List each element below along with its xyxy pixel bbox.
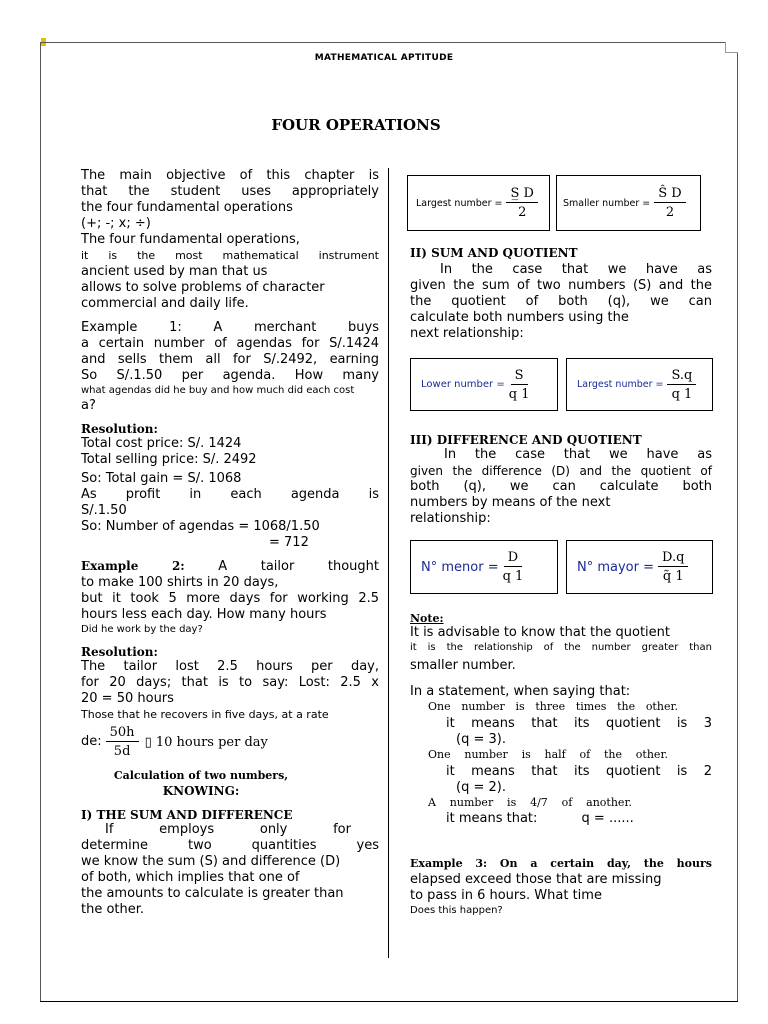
- resolution-1-title: Resolution:: [81, 422, 158, 436]
- minor-number-formula-box: [410, 540, 558, 594]
- text-line: relationship:: [410, 511, 491, 526]
- text-line: and sells them all for S/.2492, earning: [81, 352, 379, 367]
- text-line: the quotient of both (q), we can: [410, 294, 712, 309]
- text-line: So: Total gain = S/. 1068: [81, 471, 242, 486]
- text-line: allows to solve problems of character: [81, 280, 325, 295]
- lower-number-formula-box: [410, 358, 558, 411]
- fraction-numerator: D.q: [658, 550, 688, 567]
- text-line: Does this happen?: [410, 905, 503, 916]
- fraction-denominator: q 1: [671, 386, 693, 402]
- text-line: ▯ 10 hours per day: [144, 734, 268, 750]
- formula-fraction: [509, 368, 530, 402]
- text-line: It is advisable to know that the quotient: [410, 625, 670, 640]
- folded-corner: [725, 42, 738, 53]
- fraction-denominator: q 1: [508, 386, 530, 402]
- text-line: smaller number.: [410, 658, 516, 673]
- text-line: (q = 3).: [456, 732, 506, 747]
- fraction-numerator: D: [504, 550, 522, 567]
- formula-fraction: [658, 550, 688, 584]
- text-line: to pass in 6 hours. What time: [410, 888, 602, 903]
- text-line: a certain number of agendas for S/.1424: [81, 336, 379, 351]
- text-line: A tailor thought: [218, 559, 379, 574]
- text-line: The main objective of this chapter is: [81, 168, 379, 183]
- page-title: FOUR OPERATIONS: [271, 116, 441, 134]
- largest-number-sq-formula-box: [566, 358, 713, 411]
- text-line: The tailor lost 2.5 hours per day,: [81, 659, 379, 674]
- text-line: the amounts to calculate is greater than: [81, 886, 344, 901]
- running-header: MATHEMATICAL APTITUDE: [314, 53, 454, 63]
- text-line: for 20 days; that is to say: Lost: 2.5 x: [81, 675, 379, 690]
- fraction-numerator: S̲ D: [506, 186, 537, 203]
- text-line: elapsed exceed those that are missing: [410, 872, 662, 887]
- text-line: One number is three times the other.: [428, 700, 678, 713]
- formula-label: N° mayor =: [577, 559, 655, 575]
- note-title: Note:: [410, 612, 444, 625]
- section-3-title: III) DIFFERENCE AND QUOTIENT: [410, 433, 642, 447]
- major-number-formula-box: [566, 540, 713, 594]
- resolution-2-title: Resolution:: [81, 645, 158, 659]
- text-line: Total selling price: S/. 2492: [81, 452, 257, 467]
- text-line: next relationship:: [410, 326, 524, 341]
- text-line: So: Number of agendas = 1068/1.50: [81, 519, 320, 534]
- calc-title-line-2: KNOWING:: [162, 784, 240, 798]
- text-line: Did he work by the day?: [81, 624, 203, 635]
- formula-label: N° menor =: [421, 559, 499, 575]
- text-line: it is the most mathematical instrument: [81, 249, 379, 262]
- section-2-title: II) SUM AND QUOTIENT: [410, 246, 578, 260]
- text-line: So S/.1.50 per agenda. How many: [81, 368, 379, 383]
- right-column-middle: [410, 433, 712, 527]
- formula-fraction: [654, 186, 685, 220]
- right-column-bottom: [410, 612, 712, 918]
- largest-number-formula-box: [407, 175, 550, 231]
- formula-fraction: [506, 186, 537, 220]
- formula-label: Lower number =: [421, 379, 505, 390]
- example-3-title: Example 3: On a certain day, the hours: [410, 857, 712, 870]
- fraction-denominator: 2: [665, 205, 675, 220]
- text-line: both (q), we can calculate both: [410, 479, 712, 494]
- fraction-denominator: q̃ 1: [662, 569, 684, 584]
- text-line: to make 100 shirts in 20 days,: [81, 575, 279, 590]
- rate-formula: [81, 723, 379, 761]
- example-2-label: Example 2:: [81, 559, 185, 573]
- text-line: the four fundamental operations: [81, 200, 293, 215]
- rate-fraction: [106, 725, 139, 759]
- text-line: a?: [81, 398, 96, 413]
- formula-label: Largest number =: [416, 197, 503, 209]
- formula-fraction: [503, 550, 524, 584]
- example-1: [81, 320, 379, 414]
- text-line: Total cost price: S/. 1424: [81, 436, 242, 451]
- text-line: it means that its quotient is 3: [446, 716, 712, 731]
- text-line: commercial and daily life.: [81, 296, 249, 311]
- text-line: In a statement, when saying that:: [410, 684, 631, 699]
- text-line: determine two quantities yes: [81, 838, 379, 853]
- text-line: (+; -; x; ÷): [81, 216, 151, 231]
- formula-label: Largest number =: [577, 379, 664, 390]
- intro-paragraph: [81, 168, 379, 312]
- page-bottom-rule: [40, 1001, 738, 1002]
- text-line: calculate both numbers using the: [410, 310, 629, 325]
- fraction-denominator: q 1: [502, 569, 524, 584]
- text-line: [410, 811, 712, 827]
- calc-title-line-1: Calculation of two numbers,: [113, 769, 289, 782]
- text-line: The four fundamental operations,: [81, 232, 300, 247]
- text-line: hours less each day. How many hours: [81, 607, 327, 622]
- fraction-numerator: Ŝ D: [654, 186, 685, 203]
- text-line: In the case that we have as: [444, 447, 712, 462]
- text-line: (q = 2).: [456, 780, 506, 795]
- text-line: what agendas did he buy and how much did each cost: [81, 385, 355, 396]
- fraction-numerator: S.q: [667, 368, 696, 385]
- text-fragment: it means that:: [446, 811, 538, 826]
- section-1-title: I) THE SUM AND DIFFERENCE: [81, 808, 293, 822]
- text-line: we know the sum (S) and difference (D): [81, 854, 341, 869]
- smaller-number-formula-box: [556, 175, 701, 231]
- text-line: it is the relationship of the number greater than: [410, 642, 712, 653]
- text-line: Example 1: A merchant buys: [81, 320, 379, 335]
- text-line: Those that he recovers in five days, at a rate: [81, 708, 329, 721]
- text-line: In the case that we have as: [440, 262, 712, 277]
- fraction-numerator: S: [511, 368, 528, 385]
- text-line: 20 = 50 hours: [81, 691, 174, 706]
- text-fragment: q = ......: [581, 811, 634, 826]
- text-line: = 712: [269, 535, 309, 550]
- text-line: the other.: [81, 902, 145, 917]
- right-column-top: [410, 246, 712, 342]
- column-divider: [388, 168, 389, 958]
- text-line: As profit in each agenda is: [81, 487, 379, 502]
- text-line: numbers by means of the next: [410, 495, 611, 510]
- text-line: but it took 5 more days for working 2.5: [81, 591, 379, 606]
- text-line: it means that its quotient is 2: [446, 764, 712, 779]
- text-line: A number is 4/7 of another.: [428, 796, 632, 809]
- text-line: de:: [81, 734, 102, 749]
- text-line: One number is half of the other.: [428, 748, 668, 761]
- text-line: given the difference (D) and the quotient of: [410, 464, 712, 478]
- text-line: S/.1.50: [81, 503, 127, 518]
- text-line: of both, which implies that one of: [81, 870, 300, 885]
- formula-fraction: [667, 368, 696, 402]
- fraction-numerator: 50h: [106, 725, 139, 742]
- text-line: ancient used by man that us: [81, 264, 268, 279]
- left-column: [81, 168, 379, 918]
- text-line: If employs only for: [105, 822, 351, 837]
- formula-label: Smaller number =: [563, 197, 651, 209]
- fraction-denominator: 2: [518, 205, 527, 220]
- text-line: given the sum of two numbers (S) and the: [410, 278, 712, 293]
- example-2-first-line: [81, 559, 379, 575]
- text-line: that the student uses appropriately: [81, 184, 379, 199]
- fraction-denominator: 5d: [113, 744, 131, 759]
